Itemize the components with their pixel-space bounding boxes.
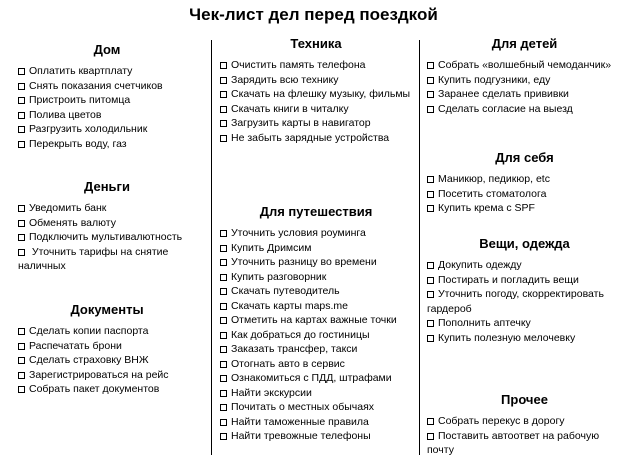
checklist-item	[220, 241, 412, 256]
checkbox-icon[interactable]	[220, 106, 227, 113]
checklist-item	[427, 187, 622, 202]
checkbox-icon[interactable]	[18, 234, 25, 241]
section-heading: Техника	[290, 36, 342, 51]
checklist-item-label: Купить Дримсим	[231, 241, 312, 254]
checklist-item-label: Купить полезную мелочевку	[438, 331, 576, 344]
checklist-item-label: Уточнить разницу во времени	[231, 256, 377, 268]
checklist-item-label: Купить подгузники, еду	[438, 73, 551, 86]
section-heading: Документы	[70, 302, 144, 317]
checklist-item-label: Скачать книги в читалку	[231, 102, 349, 115]
checklist-item-label: Заказать трансфер, такси	[231, 343, 358, 355]
checklist-item	[220, 386, 412, 401]
checklist-item-label: Разгрузить холодильник	[29, 123, 148, 135]
checklist-item-label: Пристроить питомца	[29, 94, 131, 106]
column-divider	[211, 40, 212, 455]
checkbox-icon[interactable]	[220, 419, 227, 426]
checkbox-icon[interactable]	[427, 106, 434, 113]
checklist-item	[220, 371, 412, 386]
checklist-item	[220, 58, 412, 73]
checkbox-icon[interactable]	[18, 328, 25, 335]
checklist-item	[18, 64, 196, 79]
checklist-section	[18, 302, 196, 397]
checklist-item	[220, 87, 412, 102]
checkbox-icon[interactable]	[18, 97, 25, 104]
checklist-item	[18, 324, 196, 339]
checkbox-icon[interactable]	[220, 77, 227, 84]
checklist-item	[220, 255, 412, 270]
checklist-section	[220, 204, 412, 444]
checkbox-icon[interactable]	[427, 335, 434, 342]
section-heading: Вещи, одежда	[479, 236, 570, 251]
checkbox-icon[interactable]	[220, 288, 227, 295]
checkbox-icon[interactable]	[18, 386, 25, 393]
checklist-item-label: Очистить память телефона	[231, 59, 366, 71]
checkbox-icon[interactable]	[18, 205, 25, 212]
checkbox-icon[interactable]	[427, 191, 434, 198]
checkbox-icon[interactable]	[427, 262, 434, 269]
checklist-item-label: Заранее сделать прививки	[438, 88, 569, 100]
checkbox-icon[interactable]	[427, 62, 434, 69]
checklist-item	[220, 102, 412, 117]
checklist-item-label: Загрузить карты в навигатор	[231, 117, 371, 129]
checkbox-icon[interactable]	[427, 320, 434, 327]
checklist	[427, 414, 622, 458]
checklist-item-label: Зарегистрироваться на рейс	[29, 368, 169, 381]
checklist-item-label: Оплатить квартплату	[29, 65, 133, 77]
checkbox-icon[interactable]	[427, 291, 434, 298]
section-heading: Прочее	[501, 392, 548, 407]
checklist-item	[18, 382, 196, 397]
checkbox-icon[interactable]	[18, 372, 25, 379]
checklist-item	[18, 339, 196, 354]
checklist-item-label: Снять показания счетчиков	[29, 79, 163, 92]
checklist-item-label: Уточнить тарифы на снятие наличных	[18, 245, 169, 272]
checklist-item-label: Посетить стоматолога	[438, 187, 547, 200]
checklist-item	[427, 414, 622, 429]
checklist-item-label: Постирать и погладить вещи	[438, 273, 579, 286]
checklist-item-label: Собрать «волшебный чемоданчик»	[438, 59, 612, 71]
checklist	[18, 201, 196, 274]
checklist-item-label: Уточнить условия роуминга	[231, 227, 366, 239]
checklist-item-label: Уточнить погоду, скорректировать гардероб	[427, 288, 604, 315]
checklist-item-label: Не забыть зарядные устройства	[231, 131, 390, 144]
checklist-item-label: Скачать путеводитель	[231, 285, 340, 297]
checklist-section	[427, 392, 622, 458]
checkbox-icon[interactable]	[427, 418, 434, 425]
checklist-item	[220, 299, 412, 314]
checklist-item	[18, 122, 196, 137]
checkbox-icon[interactable]	[427, 176, 434, 183]
checklist-section	[427, 36, 622, 116]
checklist-item-label: Отметить на картах важные точки	[231, 314, 397, 326]
column-divider	[419, 40, 420, 455]
checkbox-icon[interactable]	[220, 346, 227, 353]
checklist	[220, 226, 412, 444]
checklist-item	[18, 108, 196, 123]
checklist-item	[220, 270, 412, 285]
checklist-item	[220, 328, 412, 343]
checkbox-icon[interactable]	[18, 112, 25, 119]
checklist-item	[427, 172, 622, 187]
checkbox-icon[interactable]	[427, 205, 434, 212]
checklist-item-label: Купить разговорник	[231, 270, 327, 283]
checklist-item-label: Докупить одежду	[438, 259, 522, 271]
checklist-item	[220, 313, 412, 328]
checklist-item-label: Пополнить аптечку	[438, 317, 531, 329]
checklist-item	[220, 342, 412, 357]
checklist-item	[18, 230, 196, 245]
checklist-section	[220, 36, 412, 145]
checklist-item-label: Поставить автоответ на рабочую почту	[427, 429, 600, 456]
checklist-section	[427, 150, 622, 216]
checklist-item	[427, 273, 622, 288]
checkbox-icon[interactable]	[220, 245, 227, 252]
checklist-item	[18, 216, 196, 231]
checklist-item	[220, 415, 412, 430]
checklist-item	[427, 102, 622, 117]
checkbox-icon[interactable]	[427, 91, 434, 98]
checkbox-icon[interactable]	[220, 120, 227, 127]
checkbox-icon[interactable]	[220, 303, 227, 310]
checklist-item-label: Найти тревожные телефоны	[231, 430, 371, 442]
checklist-item-label: Почитать о местных обычаях	[231, 401, 375, 413]
checkbox-icon[interactable]	[427, 77, 434, 84]
checklist-item	[220, 284, 412, 299]
checkbox-icon[interactable]	[220, 135, 227, 142]
page-title: Чек-лист дел перед поездкой	[189, 5, 438, 24]
checklist-item-label: Подключить мультивалютность	[29, 231, 183, 243]
checklist-item	[427, 429, 622, 458]
checklist-item-label: Полива цветов	[29, 108, 102, 121]
checklist-item	[220, 116, 412, 131]
checklist-item	[18, 368, 196, 383]
checkbox-icon[interactable]	[18, 83, 25, 90]
section-heading: Для детей	[491, 36, 558, 51]
checklist-item-label: Перекрыть воду, газ	[29, 137, 127, 150]
checklist-item	[18, 93, 196, 108]
checklist-item-label: Собрать пакет документов	[29, 383, 160, 395]
checklist-item-label: Скачать карты maps.me	[231, 299, 349, 312]
checklist-item	[220, 429, 412, 444]
checkbox-icon[interactable]	[220, 317, 227, 324]
checklist	[18, 64, 196, 151]
checklist-section	[427, 236, 622, 345]
checkbox-icon[interactable]	[220, 259, 227, 266]
checklist-item-label: Уведомить банк	[29, 202, 107, 214]
checklist-item-label: Сделать копии паспорта	[29, 325, 149, 337]
checkbox-icon[interactable]	[427, 277, 434, 284]
checklist-item	[427, 73, 622, 88]
checkbox-icon[interactable]	[220, 361, 227, 368]
checkbox-icon[interactable]	[220, 332, 227, 339]
checkbox-icon[interactable]	[18, 68, 25, 75]
checkbox-icon[interactable]	[18, 126, 25, 133]
checklist	[427, 258, 622, 345]
checkbox-icon[interactable]	[220, 230, 227, 237]
checklist-item	[18, 137, 196, 152]
checklist-item	[18, 201, 196, 216]
checkbox-icon[interactable]	[220, 375, 227, 382]
checklist-item	[18, 79, 196, 94]
checklist-section	[18, 179, 196, 274]
section-heading: Для путешествия	[259, 204, 373, 219]
checklist-item-label: Ознакомиться с ПДД, штрафами	[231, 372, 392, 384]
checklist-item-label: Обменять валюту	[29, 216, 116, 229]
checklist-item-label: Собрать перекус в дорогу	[438, 415, 565, 427]
checklist-item	[18, 245, 196, 274]
checklist-item	[427, 331, 622, 346]
checklist-item	[220, 131, 412, 146]
checkbox-icon[interactable]	[220, 62, 227, 69]
checklist-item	[220, 357, 412, 372]
checkbox-icon[interactable]	[18, 343, 25, 350]
checkbox-icon[interactable]	[18, 357, 25, 364]
checklist-item-label: Сделать страховку ВНЖ	[29, 354, 149, 366]
checklist-item	[427, 201, 622, 216]
checklist-item-label: Найти экскурсии	[231, 386, 312, 399]
checklist-item-label: Распечатать брони	[29, 339, 122, 352]
checklist-item	[427, 87, 622, 102]
checklist-item-label: Как добраться до гостиницы	[231, 328, 370, 341]
checklist-item	[220, 73, 412, 88]
checkbox-icon[interactable]	[220, 404, 227, 411]
checkbox-icon[interactable]	[220, 433, 227, 440]
checkbox-icon[interactable]	[18, 141, 25, 148]
checklist-item-label: Маникюр, педикюр, etc	[438, 173, 550, 185]
checklist-item-label: Сделать согласие на выезд	[438, 102, 573, 115]
section-heading: Для себя	[495, 150, 554, 165]
checklist-item	[220, 400, 412, 415]
checklist-section	[18, 42, 196, 151]
checklist-item-label: Найти таможенные правила	[231, 415, 369, 428]
checklist	[220, 58, 412, 145]
checklist-item	[427, 287, 622, 316]
checklist	[427, 58, 622, 116]
checklist	[427, 172, 622, 216]
checklist-item	[427, 316, 622, 331]
section-heading: Деньги	[84, 179, 130, 194]
checklist-item-label: Отогнать авто в сервис	[231, 357, 345, 370]
checkbox-icon[interactable]	[427, 433, 434, 440]
checklist	[18, 324, 196, 397]
checklist-item	[427, 58, 622, 73]
checkbox-icon[interactable]	[220, 390, 227, 397]
checkbox-icon[interactable]	[220, 91, 227, 98]
checklist-item	[18, 353, 196, 368]
section-heading: Дом	[93, 42, 121, 57]
checklist-item-label: Зарядить всю технику	[231, 73, 339, 86]
checkbox-icon[interactable]	[220, 274, 227, 281]
checklist-item-label: Купить крема с SPF	[438, 202, 535, 214]
checklist-item-label: Скачать на флешку музыку, фильмы	[231, 88, 411, 100]
checkbox-icon[interactable]	[18, 249, 25, 256]
checkbox-icon[interactable]	[18, 220, 25, 227]
checklist-item	[427, 258, 622, 273]
checklist-item	[220, 226, 412, 241]
